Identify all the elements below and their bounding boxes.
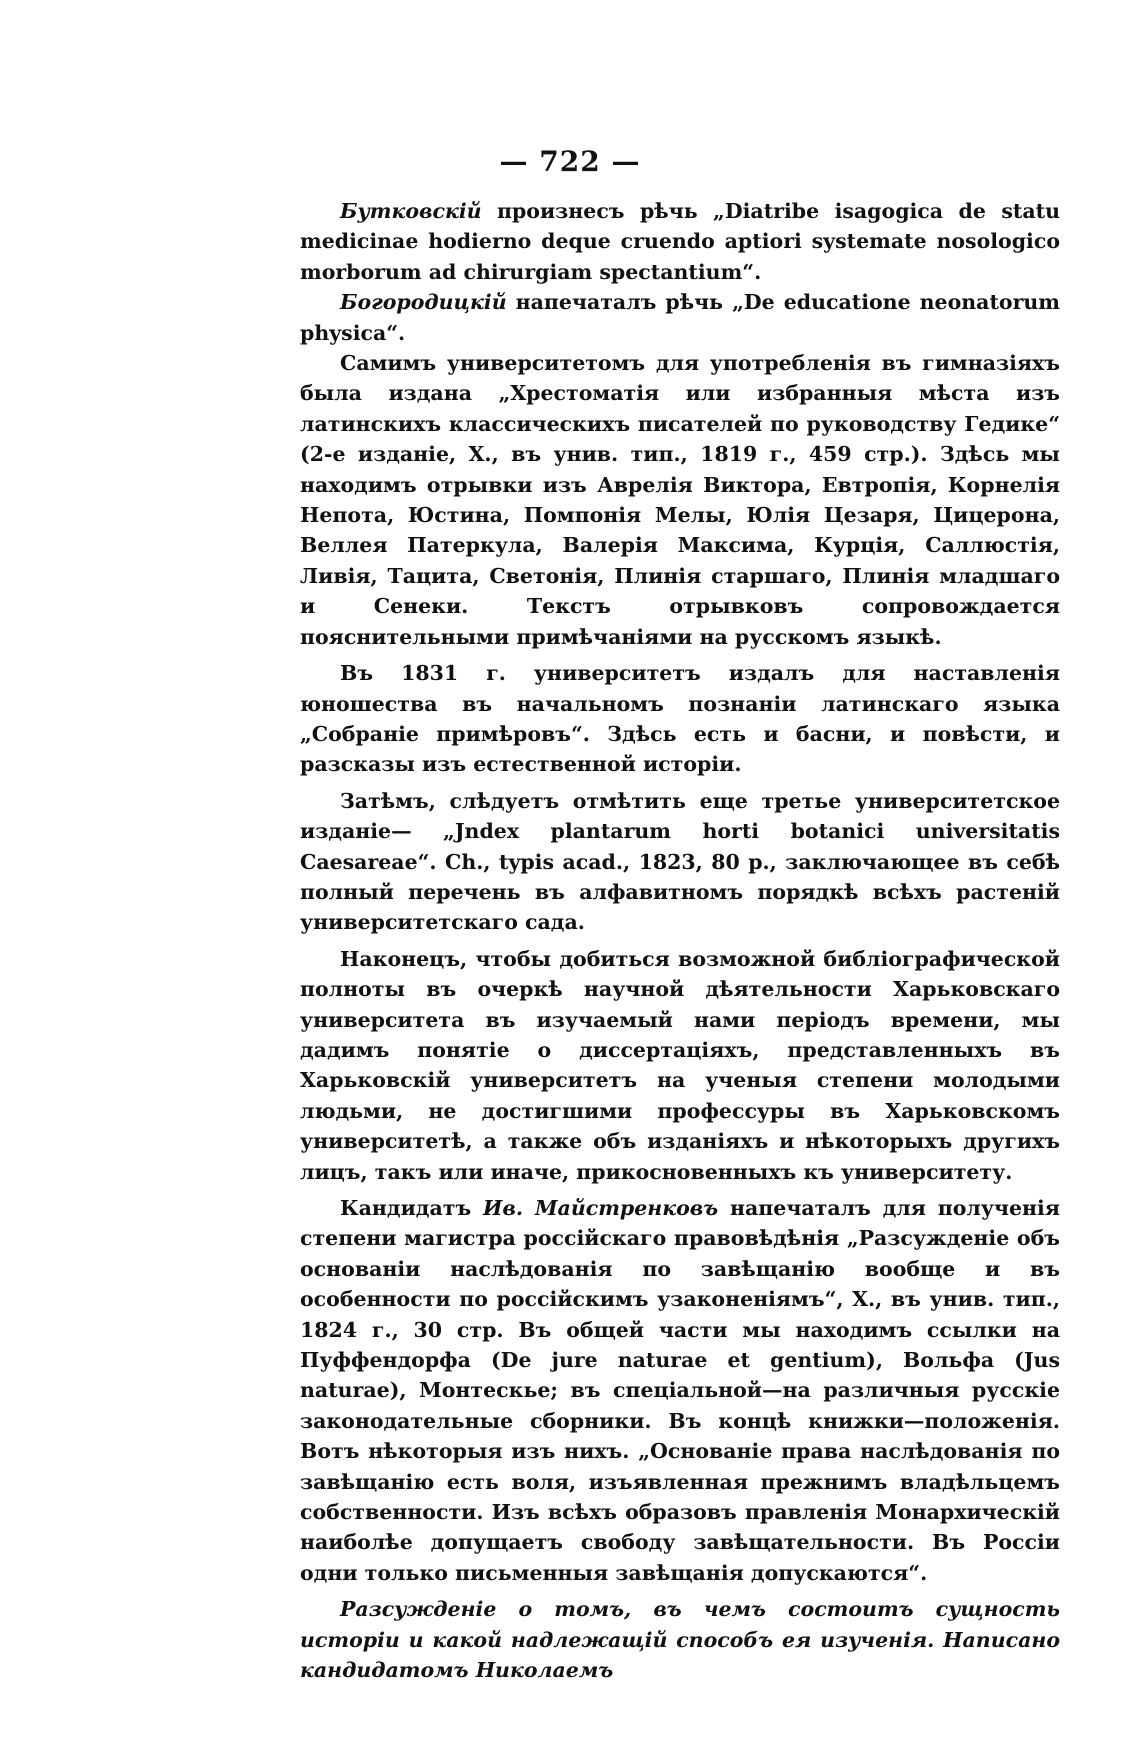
lead-text: Кандидатъ [340,1196,484,1220]
author-name: Бутковскій [340,199,482,223]
body-text [300,196,1060,1686]
author-name: Ив. Майстренковъ [483,1196,719,1220]
paragraph-butkovsky [300,196,1060,287]
paragraph-maistrenkov [300,1193,1060,1588]
paragraph-text: произнесъ рѣчь „Diatribe isagogica de statu medicinae hodierno deque cruendo aptiori systemate nosologico morborum ad chirurgiam spectantium“. [300,199,1060,284]
paragraph-text: напечаталъ для полученія степени магистра россійскаго правовѣдѣнія „Разсужденіе объ основаніи наслѣдованія по завѣщанію вообще и въ особенности по россійскимъ узаконеніямъ“, Х., въ унив. тип., 1824 г., 30 стр. Въ общей части мы находимъ ссылки на Пуффендорфа (De jure naturae et gentium), Вольфа (Jus naturae), Монтескье; въ спеціальной—на различныя русскіе законодательные сборники. Въ концѣ книжки—положенія. Вотъ нѣкоторыя изъ нихъ. „Основаніе права наслѣдованія по завѣщанію есть воля, изъявленная прежнимъ владѣльцемъ собственности. Изъ всѣхъ образовъ правленія Монархическій наиболѣе допущаетъ свободу завѣщательности. Въ Россіи одни только письменныя завѣщанія допускаются“. [300,1196,1060,1585]
author-name: Богородицкій [340,290,507,315]
paragraph-examples-collection: Въ 1831 г. университетъ издалъ для наставленія юношества въ начальномъ познаніи латинскаго языка „Собраніе примѣровъ“. Здѣсь есть и басни, и повѣсти, и разсказы изъ естественной исторіи. [300,661,1060,777]
page-number: — 722 — [499,145,641,178]
paragraph-bogoroditsky [300,287,1060,348]
paragraph-text: напечаталъ рѣчь „De educatione neonatorum physica“. [300,290,1060,345]
paragraph-chrestomathy: Самимъ университетомъ для употребленія въ гимназіяхъ была издана „Хрестоматія или избранныя мѣста изъ латинскихъ классическихъ писателей по руководству Гедике“ (2-е изданіе, Х., въ унив. тип., 1819 г., 459 стр.). Здѣсь мы находимъ отрывки изъ Аврелія Виктора, Евтропія, Корнелія Непота, Юстина, Помпонія Мелы, Юлія Цезаря, Цицерона, Веллея Патеркула, Валерія Максима, Курція, Саллюстія, Ливія, Тацита, Светонія, Плинія старшаго, Плинія младшаго и Сенеки. Текстъ отрывковъ сопровождается пояснительными примѣчаніями на русскомъ языкѣ. [300,351,1060,649]
paragraph-index-plantarum: Затѣмъ, слѣдуетъ отмѣтить еще третье университетское изданіе— „Jndex plantarum horti botanici universitatis Caesareae“. Ch., typis acad., 1823, 80 p., заключающее въ себѣ полный перечень въ алфавитномъ порядкѣ всѣхъ растеній университетскаго сада. [300,788,1060,935]
paragraph-dissertations: Наконецъ, чтобы добиться возможной библіографической полноты въ очеркѣ научной дѣятельности Харьковскаго университета въ изучаемый нами періодъ времени, мы дадимъ понятіе о диссертаціяхъ, представленныхъ въ Харьковскій университетъ на ученыя степени молодыми людьми, не достигшими профессуры въ Харьковскомъ университетѣ, а также объ изданіяхъ и нѣкоторыхъ другихъ лицъ, такъ или иначе, прикосновенныхъ къ университету. [300,946,1060,1184]
paragraph-history-essay: Разсужденіе о томъ, въ чемъ состоитъ сущность исторіи и какой надлежащій способъ ея изученія. Написано кандидатомъ Николаемъ [300,1597,1060,1683]
